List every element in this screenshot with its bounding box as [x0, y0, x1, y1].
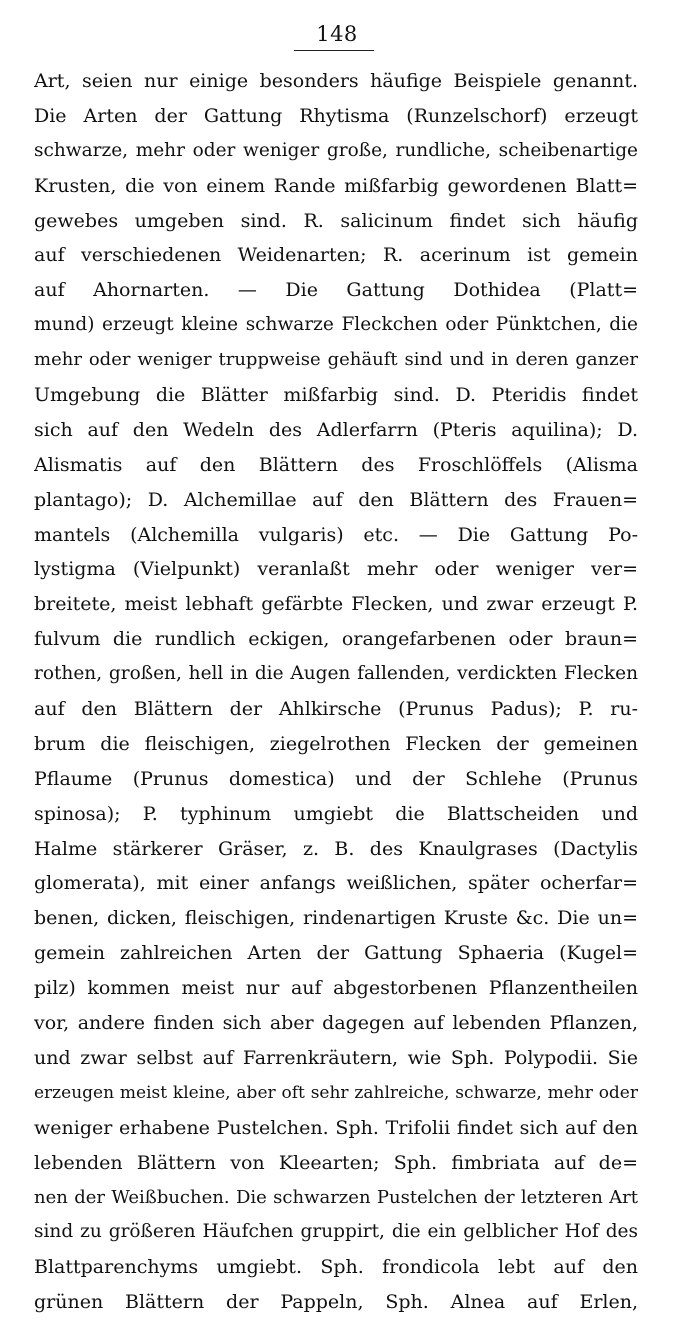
text-line: vor, andere finden sich aber dagegen auf lebenden Pflanzen,: [34, 1012, 638, 1035]
text-line: gewebes umgeben sind. R. salicinum findet sich häufig: [34, 209, 638, 232]
text-line: Halme stärkerer Gräser, z. B. des Knaulgrases (Dactylis: [34, 837, 638, 860]
text-line: mehr oder weniger truppweise gehäuft sind und in deren ganzer: [34, 349, 638, 371]
text-line: auf Ahornarten. — Die Gattung Dothidea (Platt=: [34, 279, 638, 302]
text-line: grünen Blättern der Pappeln, Sph. Alnea auf Erlen,: [34, 1291, 638, 1314]
text-line: sich auf den Wedeln des Adlerfarrn (Pteris aquilina); D.: [34, 418, 638, 441]
text-line: rothen, großen, hell in die Augen fallenden, verdickten Flecken: [34, 663, 638, 685]
text-line: Pflaume (Prunus domestica) und der Schlehe (Prunus: [34, 767, 638, 790]
text-line: mund) erzeugt kleine schwarze Fleckchen oder Pünktchen, die: [34, 314, 638, 336]
text-line: lebenden Blättern von Kleearten; Sph. fimbriata auf de=: [34, 1151, 638, 1174]
text-line: glomerata), mit einer anfangs weißlichen, später ocherfar=: [34, 872, 638, 895]
page-number: 148: [316, 22, 358, 46]
text-line: Die Arten der Gattung Rhytisma (Runzelschorf) erzeugt: [34, 104, 638, 127]
body-text: [34, 64, 638, 1320]
text-line: schwarze, mehr oder weniger große, rundliche, scheibenartige: [34, 139, 638, 161]
text-line: auf verschiedenen Weidenarten; R. acerinum ist gemein: [34, 244, 638, 267]
text-line: weniger erhabene Pustelchen. Sph. Trifolii findet sich auf den: [34, 1116, 638, 1139]
header-rule: [294, 50, 374, 51]
text-line: Krusten, die von einem Rande mißfarbig gewordenen Blatt=: [34, 174, 638, 197]
text-line: Alismatis auf den Blättern des Froschlöffels (Alisma: [34, 453, 638, 476]
text-line: erzeugen meist kleine, aber oft sehr zahlreiche, schwarze, mehr oder: [34, 1082, 638, 1103]
text-line: Blattparenchyms umgiebt. Sph. frondicola lebt auf den: [34, 1256, 638, 1279]
text-line: lystigma (Vielpunkt) veranlaßt mehr oder weniger ver=: [34, 558, 638, 581]
text-line: plantago); D. Alchemillae auf den Blättern des Frauen=: [34, 488, 638, 511]
text-line: gemein zahlreichen Arten der Gattung Sphaeria (Kugel=: [34, 942, 638, 965]
text-line: Umgebung die Blätter mißfarbig sind. D. Pteridis findet: [34, 384, 638, 407]
text-line: benen, dicken, fleischigen, rindenartigen Kruste &c. Die un=: [34, 907, 638, 930]
text-line: und zwar selbst auf Farrenkräutern, wie Sph. Polypodii. Sie: [34, 1046, 638, 1069]
text-line: nen der Weißbuchen. Die schwarzen Pustelchen der letzteren Art: [34, 1186, 638, 1208]
text-line: auf den Blättern der Ahlkirsche (Prunus Padus); P. ru-: [34, 698, 638, 721]
text-line: pilz) kommen meist nur auf abgestorbenen Pflanzentheilen: [34, 977, 638, 1000]
text-line: breitete, meist lebhaft gefärbte Flecken, und zwar erzeugt P.: [34, 593, 638, 616]
text-line: mantels (Alchemilla vulgaris) etc. — Die Gattung Po-: [34, 523, 638, 546]
text-line: sind zu größeren Häufchen gruppirt, die ein gelblicher Hof des: [34, 1221, 638, 1243]
text-line: Art, seien nur einige besonders häufige Beispiele genannt.: [34, 70, 638, 92]
text-line: spinosa); P. typhinum umgiebt die Blattscheiden und: [34, 802, 638, 825]
text-line: brum die fleischigen, ziegelrothen Flecken der gemeinen: [34, 732, 638, 755]
text-line: fulvum die rundlich eckigen, orangefarbenen oder braun=: [34, 628, 638, 651]
